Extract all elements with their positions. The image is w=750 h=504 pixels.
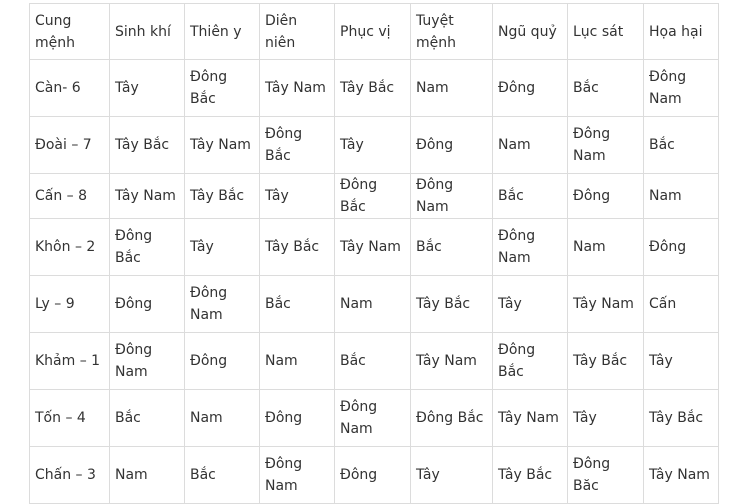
table-cell: Tây Nam <box>568 276 644 333</box>
table-cell: Đông Nam <box>493 219 568 276</box>
header-cell-luc-sat: Lục sát <box>568 4 644 60</box>
table-cell: Đông <box>568 174 644 219</box>
table-cell: Chấn – 3 <box>30 447 110 504</box>
table-row <box>30 174 719 219</box>
table-cell: Tây Nam <box>260 60 335 117</box>
header-row <box>30 4 719 60</box>
table-cell: Bắc <box>411 219 493 276</box>
header-cell-cung-menh: Cung mệnh <box>30 4 110 60</box>
table-cell: Đông <box>185 333 260 390</box>
table-cell: Đông <box>110 276 185 333</box>
table-cell: Đông Nam <box>411 174 493 219</box>
table-cell: Tây <box>493 276 568 333</box>
table-cell: Đông Bắc <box>110 219 185 276</box>
table-cell: Càn- 6 <box>30 60 110 117</box>
header-cell-dien-nien: Diên niên <box>260 4 335 60</box>
table-cell: Nam <box>110 447 185 504</box>
table-row <box>30 276 719 333</box>
table-cell: Tây Bắc <box>110 117 185 174</box>
table-row <box>30 333 719 390</box>
table-cell: Tây <box>335 117 411 174</box>
table-container <box>29 3 719 504</box>
table-cell: Đông Nam <box>568 117 644 174</box>
table-cell: Bắc <box>335 333 411 390</box>
cung-menh-table <box>29 3 719 504</box>
table-cell: Tây Nam <box>493 390 568 447</box>
table-row <box>30 390 719 447</box>
table-cell: Đông Nam <box>185 276 260 333</box>
table-cell: Tây Bắc <box>335 60 411 117</box>
table-row <box>30 60 719 117</box>
header-cell-tuyet-menh: Tuyệt mệnh <box>411 4 493 60</box>
table-cell: Tây Bắc <box>568 333 644 390</box>
table-cell: Bắc <box>260 276 335 333</box>
table-cell: Đông Nam <box>110 333 185 390</box>
table-row <box>30 219 719 276</box>
table-cell: Đông Bắc <box>260 117 335 174</box>
table-cell: Tây <box>110 60 185 117</box>
table-cell: Đoài – 7 <box>30 117 110 174</box>
table-cell: Đông <box>411 117 493 174</box>
table-cell: Tây <box>411 447 493 504</box>
table-cell: Đông Nam <box>260 447 335 504</box>
table-cell: Nam <box>335 276 411 333</box>
table-cell: Nam <box>493 117 568 174</box>
table-cell: Tây Nam <box>335 219 411 276</box>
table-cell: Nam <box>185 390 260 447</box>
header-cell-sinh-khi: Sinh khí <box>110 4 185 60</box>
table-cell: Nam <box>411 60 493 117</box>
table-cell: Đông Bắc <box>185 60 260 117</box>
table-cell: Khảm – 1 <box>30 333 110 390</box>
table-row <box>30 447 719 504</box>
table-cell: Khôn – 2 <box>30 219 110 276</box>
table-cell: Đông <box>493 60 568 117</box>
table-cell: Tây Bắc <box>493 447 568 504</box>
table-cell: Bắc <box>568 60 644 117</box>
table-cell: Tây Nam <box>185 117 260 174</box>
table-cell: Tây Nam <box>411 333 493 390</box>
table-cell: Tây <box>185 219 260 276</box>
header-cell-phuc-vi: Phục vị <box>335 4 411 60</box>
table-cell: Ly – 9 <box>30 276 110 333</box>
table-cell: Cấn – 8 <box>30 174 110 219</box>
table-cell: Nam <box>568 219 644 276</box>
table-cell: Tây Bắc <box>644 390 719 447</box>
table-cell: Tây Bắc <box>411 276 493 333</box>
table-cell: Tốn – 4 <box>30 390 110 447</box>
table-cell: Nam <box>644 174 719 219</box>
table-cell: Tây <box>260 174 335 219</box>
table-cell: Đông Nam <box>644 60 719 117</box>
table-cell: Đông Bắc <box>411 390 493 447</box>
table-cell: Bắc <box>185 447 260 504</box>
table-cell: Tây Bắc <box>260 219 335 276</box>
table-cell: Tây <box>644 333 719 390</box>
table-cell: Bắc <box>110 390 185 447</box>
table-cell: Đông Nam <box>335 390 411 447</box>
table-cell: Đông Bắc <box>493 333 568 390</box>
header-cell-ngu-quy: Ngũ quỷ <box>493 4 568 60</box>
table-cell: Tây Nam <box>110 174 185 219</box>
table-cell: Bắc <box>493 174 568 219</box>
table-cell: Tây Bắc <box>185 174 260 219</box>
table-cell: Bắc <box>644 117 719 174</box>
table-cell: Đông Bắc <box>335 174 411 219</box>
table-cell: Đông <box>260 390 335 447</box>
table-cell: Đông <box>335 447 411 504</box>
header-cell-thien-y: Thiên y <box>185 4 260 60</box>
table-cell: Tây Nam <box>644 447 719 504</box>
table-cell: Đông <box>644 219 719 276</box>
table-cell: Cấn <box>644 276 719 333</box>
table-row <box>30 117 719 174</box>
table-cell: Tây <box>568 390 644 447</box>
table-cell: Đông Băc <box>568 447 644 504</box>
header-cell-hoa-hai: Họa hại <box>644 4 719 60</box>
table-cell: Nam <box>260 333 335 390</box>
